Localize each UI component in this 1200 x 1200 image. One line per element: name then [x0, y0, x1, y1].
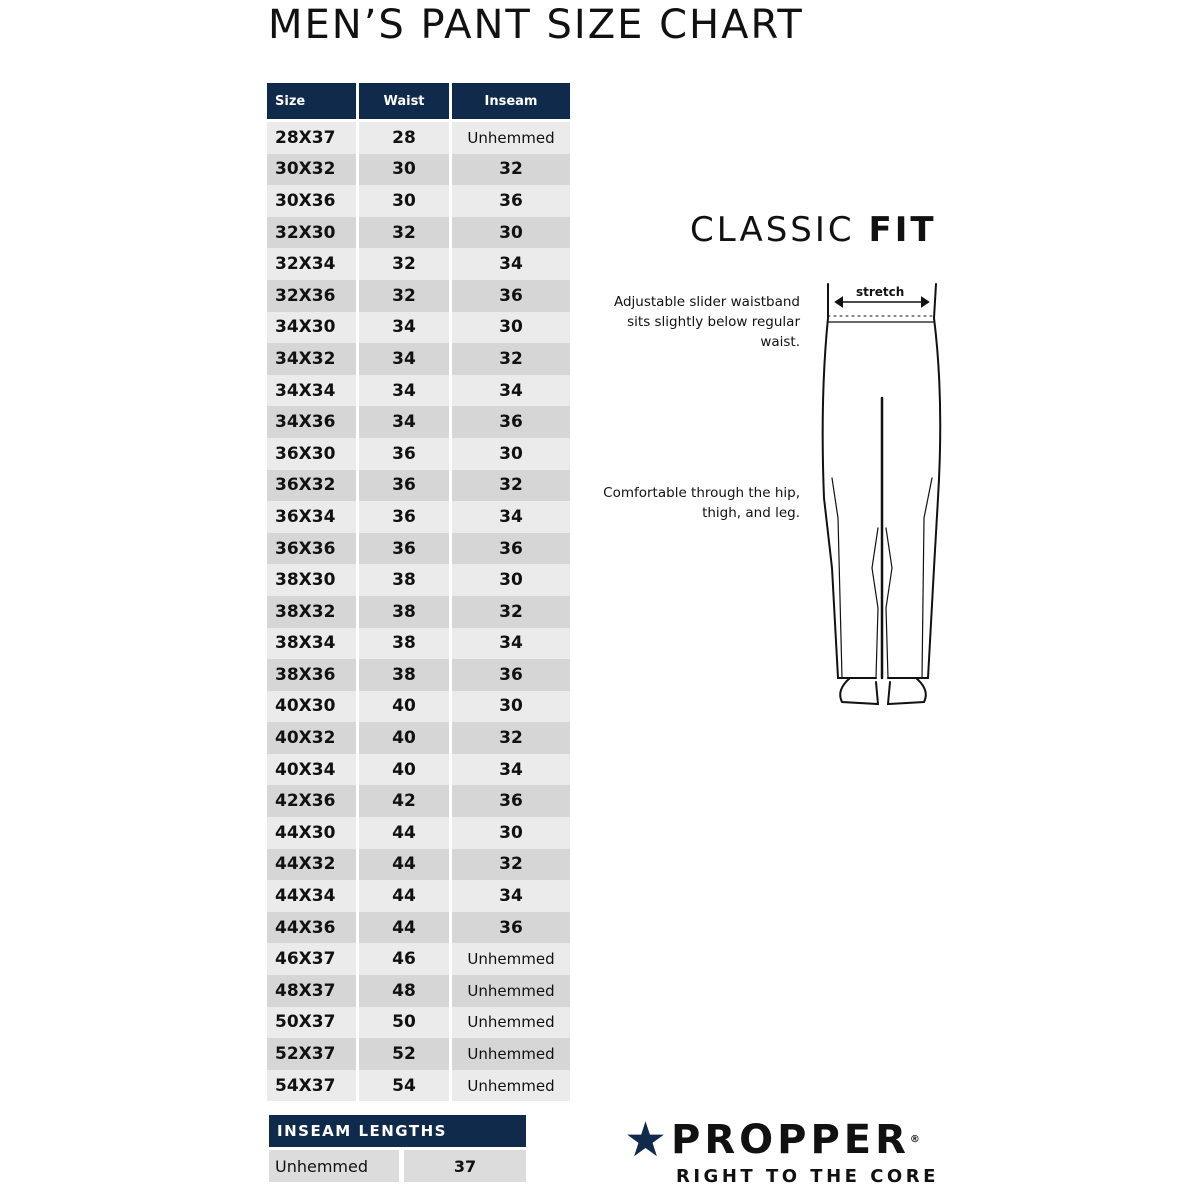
size-cell: 36X34: [267, 501, 356, 533]
waist-cell: 38: [359, 596, 449, 628]
inseam-cell: 34: [452, 628, 570, 660]
size-cell: 36X36: [267, 533, 356, 565]
size-cell: 40X30: [267, 691, 356, 723]
waist-cell: 36: [359, 501, 449, 533]
table-row: [267, 975, 570, 1007]
size-cell: 42X36: [267, 785, 356, 817]
comfort-note: Comfortable through the hip, thigh, and leg.: [603, 485, 800, 521]
table-row: [267, 564, 570, 596]
inseam-value: 37: [404, 1150, 526, 1182]
table-row: [267, 343, 570, 375]
size-cell: 30X36: [267, 185, 356, 217]
size-cell: 32X36: [267, 280, 356, 312]
inseam-cell: 34: [452, 248, 570, 280]
size-cell: 46X37: [267, 943, 356, 975]
inseam-lengths-header: INSEAM LENGTHS: [269, 1115, 526, 1147]
inseam-cell: Unhemmed: [452, 1007, 570, 1039]
size-cell: 44X30: [267, 817, 356, 849]
inseam-cell: Unhemmed: [452, 122, 570, 154]
size-cell: 34X34: [267, 375, 356, 407]
table-row: [267, 943, 570, 975]
inseam-label: Unhemmed: [269, 1150, 399, 1182]
brand-name: PROPPER®: [671, 1117, 924, 1163]
size-cell: 40X34: [267, 754, 356, 786]
table-row: [267, 880, 570, 912]
size-cell: 34X30: [267, 312, 356, 344]
waist-cell: 46: [359, 943, 449, 975]
table-row: [267, 438, 570, 470]
table-row: [267, 280, 570, 312]
waist-cell: 36: [359, 438, 449, 470]
header-waist: Waist: [359, 83, 449, 119]
waist-cell: 44: [359, 849, 449, 881]
waist-cell: 38: [359, 659, 449, 691]
waist-cell: 52: [359, 1038, 449, 1070]
pants-icon: [812, 278, 952, 718]
waist-cell: 34: [359, 312, 449, 344]
waist-cell: 40: [359, 754, 449, 786]
table-row: [267, 628, 570, 660]
inseam-cell: 36: [452, 659, 570, 691]
waist-cell: 44: [359, 912, 449, 944]
waist-cell: 50: [359, 1007, 449, 1039]
inseam-cell: 36: [452, 785, 570, 817]
size-cell: 48X37: [267, 975, 356, 1007]
table-row: [267, 501, 570, 533]
propper-logo: [624, 1112, 939, 1187]
size-cell: 32X30: [267, 217, 356, 249]
inseam-cell: 34: [452, 375, 570, 407]
table-row: [267, 248, 570, 280]
pants-illustration: [812, 278, 952, 722]
inseam-cell: 34: [452, 880, 570, 912]
waist-cell: 34: [359, 375, 449, 407]
waist-cell: 38: [359, 564, 449, 596]
inseam-cell: 36: [452, 280, 570, 312]
size-cell: 44X36: [267, 912, 356, 944]
inseam-cell: 36: [452, 406, 570, 438]
waist-cell: 30: [359, 154, 449, 186]
inseam-cell: Unhemmed: [452, 975, 570, 1007]
star-icon: ★: [624, 1112, 668, 1168]
size-cell: 34X32: [267, 343, 356, 375]
table-row: [267, 375, 570, 407]
table-row: [267, 1007, 570, 1039]
header-inseam: Inseam: [452, 83, 570, 119]
inseam-cell: 32: [452, 154, 570, 186]
inseam-cell: Unhemmed: [452, 943, 570, 975]
table-row: [267, 406, 570, 438]
table-row: [267, 312, 570, 344]
table-row: [267, 122, 570, 154]
inseam-lengths-table: [269, 1115, 526, 1182]
waist-cell: 40: [359, 691, 449, 723]
size-cell: 52X37: [267, 1038, 356, 1070]
waist-cell: 42: [359, 785, 449, 817]
waist-cell: 30: [359, 185, 449, 217]
inseam-cell: 36: [452, 185, 570, 217]
inseam-cell: 32: [452, 596, 570, 628]
size-cell: 32X34: [267, 248, 356, 280]
size-cell: 36X32: [267, 470, 356, 502]
inseam-cell: 32: [452, 470, 570, 502]
size-cell: 44X32: [267, 849, 356, 881]
table-row: [267, 154, 570, 186]
waist-cell: 54: [359, 1070, 449, 1102]
size-cell: 34X36: [267, 406, 356, 438]
waist-cell: 38: [359, 628, 449, 660]
inseam-cell: 36: [452, 533, 570, 565]
table-row: [267, 1070, 570, 1102]
inseam-cell: 34: [452, 754, 570, 786]
table-row: [267, 849, 570, 881]
size-cell: 54X37: [267, 1070, 356, 1102]
table-header: [267, 83, 570, 119]
inseam-cell: Unhemmed: [452, 1038, 570, 1070]
inseam-cell: 32: [452, 849, 570, 881]
size-cell: 28X37: [267, 122, 356, 154]
fit-title-light: CLASSIC: [690, 210, 869, 250]
inseam-cell: 36: [452, 912, 570, 944]
waist-cell: 44: [359, 880, 449, 912]
waist-cell: 34: [359, 343, 449, 375]
inseam-cell: 30: [452, 691, 570, 723]
size-cell: 38X30: [267, 564, 356, 596]
waist-cell: 32: [359, 248, 449, 280]
size-cell: 36X30: [267, 438, 356, 470]
table-row: [267, 912, 570, 944]
size-cell: 50X37: [267, 1007, 356, 1039]
fit-title: [690, 210, 937, 250]
inseam-cell: 32: [452, 343, 570, 375]
inseam-cell: 30: [452, 564, 570, 596]
inseam-lengths-row: [269, 1150, 526, 1182]
waistband-note: Adjustable slider waistband sits slightly below regular waist.: [613, 294, 800, 350]
table-row: [267, 185, 570, 217]
brand-tagline: RIGHT TO THE CORE: [676, 1166, 939, 1187]
page-title: MEN’S PANT SIZE CHART: [268, 2, 804, 48]
waist-cell: 34: [359, 406, 449, 438]
table-row: [267, 722, 570, 754]
table-row: [267, 1038, 570, 1070]
size-cell: 38X36: [267, 659, 356, 691]
inseam-cell: 34: [452, 501, 570, 533]
table-row: [267, 596, 570, 628]
inseam-cell: 30: [452, 817, 570, 849]
size-cell: 40X32: [267, 722, 356, 754]
table-row: [267, 691, 570, 723]
table-body: [267, 122, 570, 1101]
inseam-cell: 32: [452, 722, 570, 754]
fit-title-bold: FIT: [868, 210, 937, 250]
header-size: Size: [267, 83, 356, 119]
inseam-cell: 30: [452, 217, 570, 249]
waist-cell: 40: [359, 722, 449, 754]
waist-cell: 36: [359, 533, 449, 565]
size-table: [267, 83, 570, 1101]
waist-cell: 44: [359, 817, 449, 849]
size-cell: 38X34: [267, 628, 356, 660]
registered-mark: ®: [909, 1134, 924, 1145]
table-row: [267, 785, 570, 817]
waist-cell: 28: [359, 122, 449, 154]
table-row: [267, 470, 570, 502]
size-cell: 44X34: [267, 880, 356, 912]
table-row: [267, 659, 570, 691]
waist-cell: 48: [359, 975, 449, 1007]
stretch-label: stretch: [856, 285, 905, 299]
waist-cell: 32: [359, 217, 449, 249]
table-row: [267, 754, 570, 786]
inseam-cell: 30: [452, 312, 570, 344]
waist-cell: 36: [359, 470, 449, 502]
size-cell: 30X32: [267, 154, 356, 186]
table-row: [267, 817, 570, 849]
size-cell: 38X32: [267, 596, 356, 628]
inseam-cell: Unhemmed: [452, 1070, 570, 1102]
waist-cell: 32: [359, 280, 449, 312]
table-row: [267, 217, 570, 249]
table-row: [267, 533, 570, 565]
inseam-cell: 30: [452, 438, 570, 470]
